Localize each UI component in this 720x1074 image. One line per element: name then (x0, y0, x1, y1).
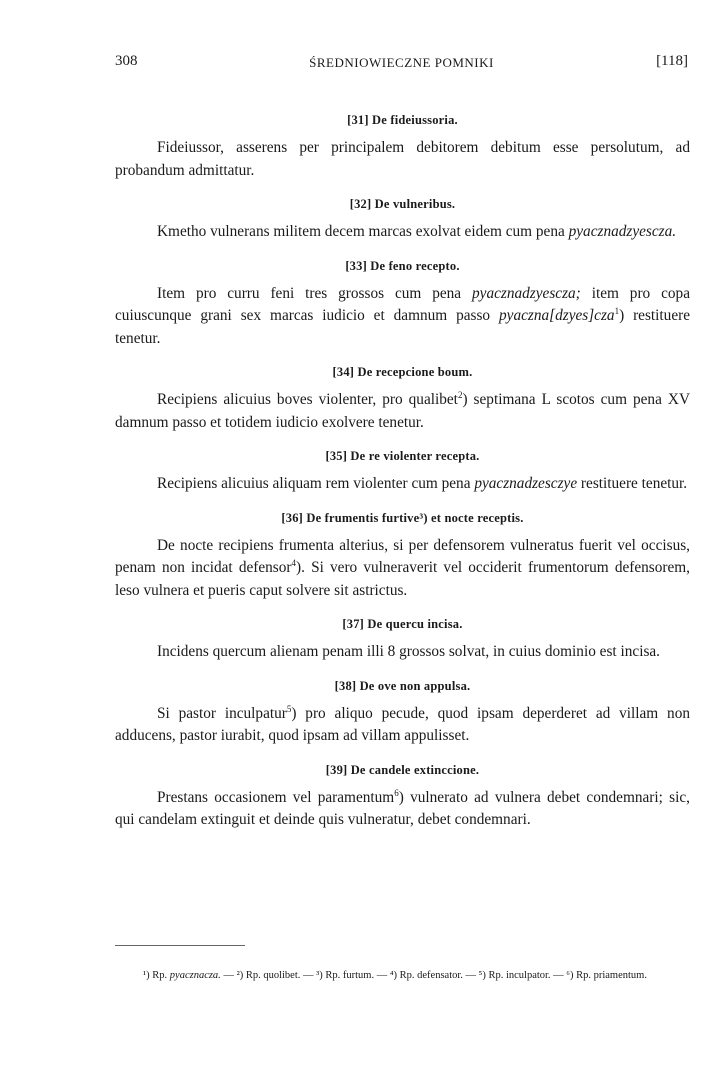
article-title: [39] De candele extinccione. (325, 762, 480, 777)
text-run: ) septimana L scotos cum pena XV damnum passo et totidem iudicio exolvere tenetur. (115, 391, 690, 431)
footnotes (115, 966, 690, 985)
text-run: Fideiussor, asserens per principalem debitorem debitum esse persolutum, ad probandum admittatur. (115, 139, 690, 179)
article-section (115, 364, 690, 434)
italic-term: pyacznadzyescza; (472, 284, 581, 302)
text-run: Recipiens alicuius aliquam rem violenter cum pena (157, 475, 475, 492)
text-run: Incidens quercum alienam penam illi 8 grossos solvat, in cuius dominio est incisa. (157, 643, 661, 660)
italic-term: pyaczna[dzyes]cza (499, 307, 615, 324)
footnote-ref: 6 (394, 787, 399, 798)
article-title: [34] De recepcione boum. (332, 365, 473, 379)
footnote-ref: 4 (291, 557, 297, 568)
article-text (115, 535, 690, 603)
article-text (115, 473, 690, 496)
document-body (115, 112, 690, 846)
footnote-ref: 2 (457, 389, 463, 400)
text-run: De nocte recipiens frumenta alterius, si per defensorem vulneratus fuerit vel occisus, penam non incidat defensor (115, 536, 690, 576)
article-title: [37] De quercu incisa. (342, 617, 463, 631)
italic-term: pyacznadzyescza. (568, 223, 677, 240)
article-title: [31] De fideiussoria. (347, 113, 458, 127)
text-run: ¹) Rp. (143, 970, 170, 981)
footnote-rule (115, 945, 245, 946)
article-section (115, 762, 690, 832)
text-run: ) restituere tenetur. (115, 307, 690, 347)
text-run: Recipiens alicuius boves violenter, pro qualibet (157, 391, 458, 408)
article-section (115, 112, 690, 182)
article-section (115, 258, 690, 351)
article-section (115, 448, 690, 496)
text-run: ) pro aliquo pecude, quod ipsam deperderet ad villam non adducens, pastor iurabit, quod ipsam ad villam appulisset. (115, 704, 690, 744)
text-run: ). Si vero vulneraverit vel occiderit frumentorum defensorem, leso vulnera et pueris caput solvere sit astrictus. (115, 559, 691, 599)
page-number: 308 (115, 53, 138, 69)
running-title: ŚREDNIOWIECZNE POMNIKI (309, 55, 494, 70)
footnote-ref: 1 (614, 305, 620, 316)
running-header (115, 53, 688, 77)
article-section (115, 616, 690, 664)
italic-term: pyacznacza. (169, 970, 221, 981)
text-run: Prestans occasionem vel paramentum (157, 788, 395, 806)
text-run: Si pastor inculpatur (157, 704, 287, 722)
text-run: item pro copa cuiuscunque grani sex marcas iudicio et damnum passo (115, 284, 690, 324)
article-text (115, 787, 690, 832)
article-text (115, 283, 690, 351)
article-section (115, 678, 690, 748)
article-title: [32] De vulneribus. (349, 197, 456, 211)
article-title: [38] De ove non appulsa. (334, 678, 471, 693)
article-title: [35] De re violenter recepta. (325, 449, 480, 463)
text-run: Item pro curru feni tres grossos cum pena (157, 284, 473, 302)
article-title: [33] De feno recepto. (345, 258, 460, 273)
article-text (115, 221, 690, 244)
text-run: — ²) Rp. quolibet. — ³) Rp. furtum. — ⁴) Rp. defensator. — ⁵) Rp. inculpator. — ⁶) Rp. priamentum. (220, 970, 647, 981)
text-run: ) vulnerato ad vulnera debet condemnari; sic, qui candelam extinguit et deinde quis vulneratur, debet condemnari. (115, 788, 690, 828)
footnote-ref: 5 (286, 703, 292, 714)
text-run: Kmetho vulnerans militem decem marcas exolvat eidem cum pena (157, 223, 569, 240)
article-text (115, 703, 690, 748)
article-text (115, 641, 690, 664)
article-title: [36] De frumentis furtive³) et nocte receptis. (281, 510, 524, 525)
article-section (115, 196, 690, 244)
article-section (115, 510, 690, 603)
text-run: restituere tenetur. (577, 475, 688, 492)
article-text (115, 137, 690, 182)
italic-term: pyacznadzesczye (474, 475, 578, 492)
article-text (115, 389, 690, 434)
folio-number: [118] (656, 53, 688, 69)
